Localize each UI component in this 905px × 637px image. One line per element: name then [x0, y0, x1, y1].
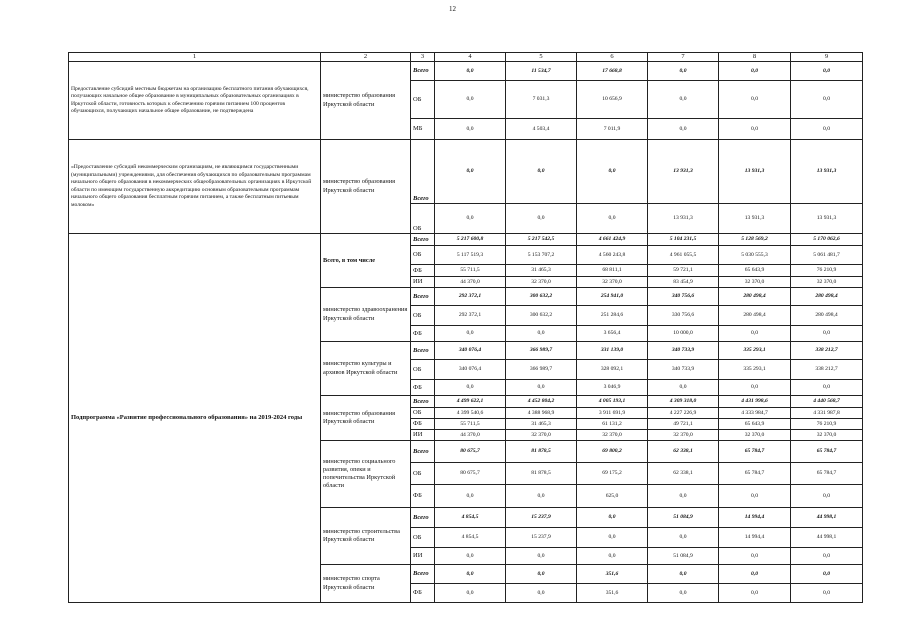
value-cell: 0,0	[719, 584, 791, 603]
source-label: Всего	[411, 565, 435, 584]
value-cell: 300 632,2	[506, 306, 577, 326]
value-cell: 4 961 055,5	[648, 246, 719, 265]
program-name: Предоставление субсидий местным бюджетам на организацию бесплатного питания обучающихся, получающих начальное общее образование в муниципальных образовательных организациях в Иркутской области, готовность которых к обеспечению горячим питанием 100 процентов обучающихся, получающих начальное общее образование, не подтверждена	[69, 62, 321, 140]
value-cell: 7 031,3	[506, 81, 577, 119]
value-cell: 4 399 540,6	[435, 408, 506, 419]
value-cell: 300 632,2	[506, 288, 577, 306]
value-cell: 330 756,6	[648, 306, 719, 326]
value-cell: 7 011,9	[577, 119, 648, 140]
source-label: ФБ	[411, 265, 435, 277]
value-cell: 0,0	[435, 81, 506, 119]
value-cell: 0,0	[648, 380, 719, 396]
value-cell: 0,0	[506, 204, 577, 234]
value-cell: 340 756,6	[648, 288, 719, 306]
value-cell: 0,0	[791, 81, 863, 119]
value-cell: 0,0	[719, 380, 791, 396]
value-cell: 4 503,4	[506, 119, 577, 140]
value-cell: 13 931,3	[791, 140, 863, 204]
header-cell: 3	[411, 53, 435, 62]
ministry-name: министерство образования Иркутской области	[321, 62, 411, 140]
value-cell: 0,0	[719, 548, 791, 565]
value-cell: 251 284,6	[577, 306, 648, 326]
value-cell: 0,0	[648, 81, 719, 119]
source-label: ФБ	[411, 419, 435, 430]
value-cell: 0,0	[719, 565, 791, 584]
value-cell: 0,0	[506, 565, 577, 584]
value-cell: 65 784,7	[791, 441, 863, 463]
source-label: ИИ	[411, 277, 435, 288]
value-cell: 0,0	[648, 119, 719, 140]
value-cell: 340 076,4	[435, 360, 506, 380]
ministry-name: министерство спорта Иркутской области	[321, 565, 411, 603]
value-cell: 0,0	[791, 326, 863, 342]
value-cell: 625,0	[577, 485, 648, 508]
source-label: ФБ	[411, 485, 435, 508]
value-cell: 4 309 318,0	[648, 396, 719, 408]
table-row	[69, 234, 863, 246]
value-cell: 4 452 804,2	[506, 396, 577, 408]
header-cell: 7	[648, 53, 719, 62]
value-cell: 4 854,5	[435, 508, 506, 528]
source-label: ОБ	[411, 360, 435, 380]
source-label: ИИ	[411, 548, 435, 565]
value-cell: 0,0	[648, 485, 719, 508]
ministry-name: министерство образования Иркутской области	[321, 396, 411, 441]
value-cell: 0,0	[506, 140, 577, 204]
value-cell: 4 227 226,9	[648, 408, 719, 419]
value-cell: 5 104 231,5	[648, 234, 719, 246]
value-cell: 5 217 600,8	[435, 234, 506, 246]
value-cell: 13 931,3	[719, 204, 791, 234]
value-cell: 340 733,9	[648, 342, 719, 360]
value-cell: 280 498,4	[791, 288, 863, 306]
value-cell: 0,0	[435, 62, 506, 81]
header-cell: 1	[69, 53, 321, 62]
value-cell: 32 370,0	[791, 430, 863, 441]
value-cell: 69 800,2	[577, 441, 648, 463]
header-cell: 9	[791, 53, 863, 62]
value-cell: 0,0	[648, 528, 719, 548]
value-cell: 44 998,1	[791, 508, 863, 528]
value-cell: 83 454,9	[648, 277, 719, 288]
value-cell: 3 046,9	[577, 380, 648, 396]
value-cell: 331 139,0	[577, 342, 648, 360]
value-cell: 51 084,9	[648, 548, 719, 565]
value-cell: 65 784,7	[719, 463, 791, 485]
value-cell: 4 440 568,7	[791, 396, 863, 408]
source-label: Всего	[411, 508, 435, 528]
value-cell: 0,0	[719, 326, 791, 342]
value-cell: 5 217 542,5	[506, 234, 577, 246]
value-cell: 0,0	[577, 548, 648, 565]
header-cell: 6	[577, 53, 648, 62]
value-cell: 0,0	[435, 380, 506, 396]
value-cell: 0,0	[435, 584, 506, 603]
value-cell: 49 721,1	[648, 419, 719, 430]
value-cell: 76 210,9	[791, 419, 863, 430]
source-label: ОБ	[411, 528, 435, 548]
value-cell: 13 931,3	[648, 140, 719, 204]
value-cell: 14 994,4	[719, 528, 791, 548]
value-cell: 0,0	[577, 508, 648, 528]
value-cell: 61 131,2	[577, 419, 648, 430]
value-cell: 0,0	[719, 119, 791, 140]
value-cell: 32 370,0	[719, 277, 791, 288]
value-cell: 366 989,7	[506, 360, 577, 380]
value-cell: 4 333 984,7	[719, 408, 791, 419]
value-cell: 0,0	[506, 485, 577, 508]
value-cell: 340 076,4	[435, 342, 506, 360]
value-cell: 0,0	[791, 584, 863, 603]
value-cell: 62 338,1	[648, 441, 719, 463]
value-cell: 51 084,9	[648, 508, 719, 528]
value-cell: 292 372,1	[435, 288, 506, 306]
value-cell: 366 989,7	[506, 342, 577, 360]
source-label: Всего	[411, 62, 435, 81]
value-cell: 338 212,7	[791, 360, 863, 380]
source-label: Всего	[411, 441, 435, 463]
value-cell: 328 092,1	[577, 360, 648, 380]
value-cell: 280 498,4	[719, 306, 791, 326]
value-cell: 0,0	[719, 62, 791, 81]
subprogram-name: Подпрограмма «Развитие профессионального образования» на 2019-2024 годы	[69, 234, 321, 603]
value-cell: 44 998,1	[791, 528, 863, 548]
source-label: ФБ	[411, 326, 435, 342]
value-cell: 351,6	[577, 584, 648, 603]
value-cell: 81 878,5	[506, 463, 577, 485]
program-name: «Предоставление субсидий некоммерческим организациям, не являющимся государственными (муниципальными) учреждениями, для обеспечения обучающихся по образовательным программам начального общего образования в некоммерческих общеобразовательных организациях в Иркутской области по имеющим государственную аккредитацию основным образовательным программам начального общего образования бесплатным горячим питанием, а также бесплатным питьевым молоком»	[69, 140, 321, 234]
value-cell: 65 643,9	[719, 419, 791, 430]
value-cell: 68 811,1	[577, 265, 648, 277]
value-cell: 44 370,0	[435, 430, 506, 441]
value-cell: 80 675,7	[435, 441, 506, 463]
value-cell: 0,0	[791, 62, 863, 81]
value-cell: 31 465,3	[506, 419, 577, 430]
value-cell: 0,0	[435, 565, 506, 584]
value-cell: 5 117 519,3	[435, 246, 506, 265]
value-cell: 0,0	[435, 119, 506, 140]
value-cell: 0,0	[791, 565, 863, 584]
value-cell: 0,0	[719, 485, 791, 508]
value-cell: 0,0	[506, 548, 577, 565]
ministry-name: министерство образования Иркутской области	[321, 140, 411, 234]
value-cell: 4 388 968,9	[506, 408, 577, 419]
value-cell: 10 656,9	[577, 81, 648, 119]
source-label: МБ	[411, 119, 435, 140]
value-cell: 5 153 707,2	[506, 246, 577, 265]
source-label: ФБ	[411, 584, 435, 603]
value-cell: 65 643,9	[719, 265, 791, 277]
header-cell: 2	[321, 53, 411, 62]
value-cell: 0,0	[648, 584, 719, 603]
value-cell: 32 370,0	[506, 430, 577, 441]
value-cell: 0,0	[506, 326, 577, 342]
value-cell: 351,6	[577, 565, 648, 584]
value-cell: 17 668,8	[577, 62, 648, 81]
value-cell: 13 931,3	[791, 204, 863, 234]
value-cell: 4 005 193,1	[577, 396, 648, 408]
value-cell: 55 711,5	[435, 265, 506, 277]
value-cell: 15 237,9	[506, 528, 577, 548]
value-cell: 55 711,5	[435, 419, 506, 430]
table-row	[69, 140, 863, 204]
value-cell: 292 372,1	[435, 306, 506, 326]
value-cell: 5 170 062,6	[791, 234, 863, 246]
budget-table	[68, 52, 863, 603]
value-cell: 0,0	[719, 81, 791, 119]
value-cell: 4 431 998,6	[719, 396, 791, 408]
source-label: Всего	[411, 234, 435, 246]
value-cell: 0,0	[648, 62, 719, 81]
value-cell: 0,0	[577, 528, 648, 548]
value-cell: 0,0	[435, 485, 506, 508]
page-number: 12	[449, 5, 456, 13]
header-cell: 8	[719, 53, 791, 62]
source-label: ФБ	[411, 380, 435, 396]
value-cell: 335 293,1	[719, 342, 791, 360]
value-cell: 59 721,1	[648, 265, 719, 277]
value-cell: 81 878,5	[506, 441, 577, 463]
value-cell: 0,0	[506, 584, 577, 603]
source-label: Всего	[411, 140, 435, 204]
value-cell: 5 030 555,3	[719, 246, 791, 265]
value-cell: 0,0	[506, 380, 577, 396]
table-row	[69, 62, 863, 81]
value-cell: 338 212,7	[791, 342, 863, 360]
value-cell: 0,0	[791, 548, 863, 565]
value-cell: 10 000,0	[648, 326, 719, 342]
value-cell: 44 370,0	[435, 277, 506, 288]
value-cell: 31 465,3	[506, 265, 577, 277]
value-cell: 340 733,9	[648, 360, 719, 380]
value-cell: 0,0	[648, 565, 719, 584]
value-cell: 0,0	[791, 119, 863, 140]
source-label: ОБ	[411, 306, 435, 326]
source-label: ИИ	[411, 430, 435, 441]
value-cell: 80 675,7	[435, 463, 506, 485]
ministry-name: Всего, в том числе	[321, 234, 411, 288]
value-cell: 32 370,0	[648, 430, 719, 441]
source-label: ОБ	[411, 204, 435, 234]
value-cell: 13 931,3	[719, 140, 791, 204]
value-cell: 254 941,0	[577, 288, 648, 306]
value-cell: 4 661 424,9	[577, 234, 648, 246]
value-cell: 0,0	[435, 140, 506, 204]
value-cell: 4 560 243,8	[577, 246, 648, 265]
value-cell: 32 370,0	[577, 277, 648, 288]
source-label: ОБ	[411, 408, 435, 419]
value-cell: 32 370,0	[719, 430, 791, 441]
ministry-name: министерство здравоохранения Иркутской области	[321, 288, 411, 342]
value-cell: 13 931,3	[648, 204, 719, 234]
value-cell: 69 175,2	[577, 463, 648, 485]
value-cell: 0,0	[577, 204, 648, 234]
value-cell: 4 854,5	[435, 528, 506, 548]
value-cell: 4 331 987,8	[791, 408, 863, 419]
value-cell: 32 370,0	[506, 277, 577, 288]
value-cell: 3 911 691,9	[577, 408, 648, 419]
value-cell: 15 237,9	[506, 508, 577, 528]
value-cell: 11 534,7	[506, 62, 577, 81]
value-cell: 65 784,7	[791, 463, 863, 485]
value-cell: 5 128 569,2	[719, 234, 791, 246]
value-cell: 32 370,0	[791, 277, 863, 288]
source-label: Всего	[411, 288, 435, 306]
value-cell: 0,0	[435, 204, 506, 234]
value-cell: 14 994,4	[719, 508, 791, 528]
value-cell: 0,0	[435, 326, 506, 342]
value-cell: 32 370,0	[577, 430, 648, 441]
source-label: ОБ	[411, 81, 435, 119]
source-label: Всего	[411, 342, 435, 360]
value-cell: 0,0	[791, 485, 863, 508]
value-cell: 0,0	[791, 380, 863, 396]
value-cell: 280 498,4	[719, 288, 791, 306]
header-cell: 5	[506, 53, 577, 62]
value-cell: 335 293,1	[719, 360, 791, 380]
source-label: ОБ	[411, 246, 435, 265]
ministry-name: министерство социального развития, опеки и попечительства Иркутской области	[321, 441, 411, 508]
ministry-name: министерство культуры и архивов Иркутской области	[321, 342, 411, 396]
ministry-name: министерство строительства Иркутской области	[321, 508, 411, 565]
value-cell: 65 784,7	[719, 441, 791, 463]
value-cell: 0,0	[577, 140, 648, 204]
value-cell: 280 498,4	[791, 306, 863, 326]
value-cell: 76 210,9	[791, 265, 863, 277]
source-label: ОБ	[411, 463, 435, 485]
value-cell: 4 499 622,1	[435, 396, 506, 408]
value-cell: 5 061 481,7	[791, 246, 863, 265]
value-cell: 62 338,1	[648, 463, 719, 485]
header-cell: 4	[435, 53, 506, 62]
value-cell: 0,0	[435, 548, 506, 565]
table-header-row	[69, 53, 863, 62]
value-cell: 3 656,4	[577, 326, 648, 342]
source-label: Всего	[411, 396, 435, 408]
